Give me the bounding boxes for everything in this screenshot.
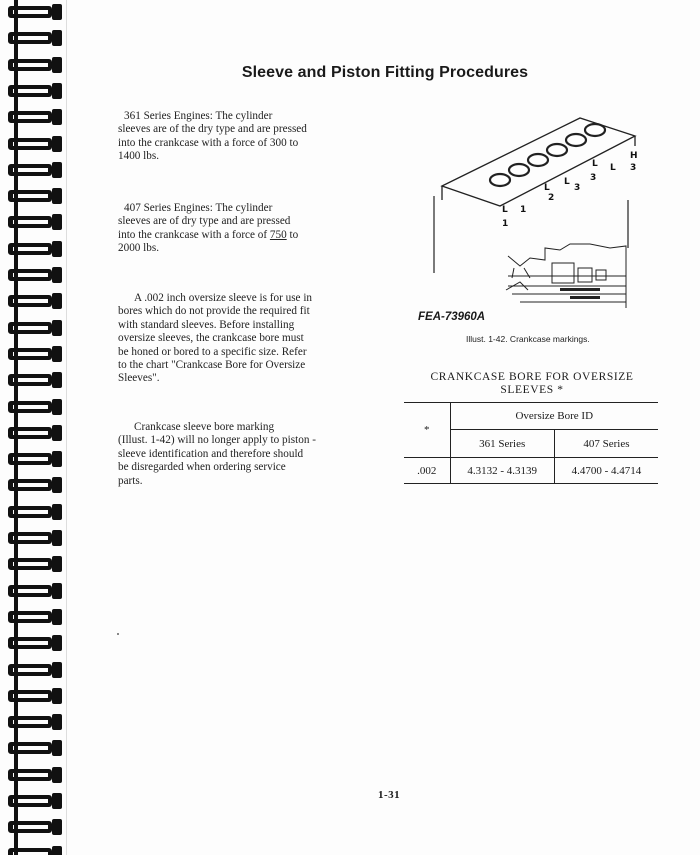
- binding-coil: [8, 30, 62, 46]
- binding-coil: [8, 188, 62, 204]
- paragraph-line: be honed or bored to a specific size. Refer: [118, 345, 307, 358]
- table-cell-size: .002: [404, 458, 450, 484]
- binding-coil: [8, 583, 62, 599]
- figure-caption: Illust. 1-42. Crankcase markings.: [466, 334, 590, 344]
- page-edge: [66, 0, 67, 855]
- binding-coil: [8, 320, 62, 336]
- binding-coil: [8, 399, 62, 415]
- paragraph-line: into the crankcase with a force of 300 to: [118, 136, 299, 149]
- binding-coil: [8, 451, 62, 467]
- paragraph-line: oversize sleeves, the crankcase bore must: [118, 332, 304, 345]
- marking-label: L: [544, 183, 550, 193]
- paragraph-line: Sleeves".: [118, 372, 160, 385]
- paragraph-line: 407 Series Engines: The cylinder: [124, 202, 273, 214]
- binding-coil: [8, 714, 62, 730]
- page-title: Sleeve and Piston Fitting Procedures: [241, 64, 529, 81]
- marking-label: 1: [502, 219, 509, 229]
- binding-coil: [8, 346, 62, 362]
- paragraph-line: sleeves are of the dry type and are pressed: [118, 123, 307, 136]
- binding-coil: [8, 425, 62, 441]
- marking-label: 3: [590, 173, 597, 183]
- paragraph-line: sleeves are of dry type and are pressed: [118, 215, 291, 228]
- table-header-row: [404, 403, 658, 430]
- binding-coil: [8, 136, 62, 152]
- paragraph-line: parts.: [118, 474, 143, 487]
- marking-label: 2: [548, 193, 555, 203]
- crankcase-illustration: [420, 108, 660, 308]
- binding-coil: [8, 109, 62, 125]
- paragraph-line: A .002 inch oversize sleeve is for use in: [134, 292, 313, 304]
- underlined-value: 750: [269, 228, 287, 241]
- paragraph-line: [118, 229, 378, 242]
- binding-coil: [8, 83, 62, 99]
- binding-coil: [8, 609, 62, 625]
- paragraph-line: bores which do not provide the required fit: [118, 305, 310, 318]
- table-cell-361: 4.3132 - 4.3139: [450, 458, 554, 484]
- binding-coil: [8, 214, 62, 230]
- marking-label: L: [592, 159, 598, 169]
- binding-coil: [8, 477, 62, 493]
- marking-label: L: [610, 163, 616, 173]
- table-corner-cell: *: [404, 403, 450, 458]
- binding-coil: [8, 57, 62, 73]
- binding-coil: [8, 267, 62, 283]
- column-header-407: 407 Series: [554, 430, 658, 458]
- binding-coil: [8, 819, 62, 835]
- paragraph-line: Crankcase sleeve bore marking: [134, 421, 275, 433]
- paragraph-line: be disregarded when ordering service: [118, 461, 286, 474]
- binding-coil: [8, 688, 62, 704]
- marking-label: L: [564, 177, 570, 187]
- binding-coil: [8, 846, 62, 855]
- table-cell-407: 4.4700 - 4.4714: [554, 458, 658, 484]
- table-group-header: Oversize Bore ID: [450, 403, 658, 430]
- paper-speck: [117, 633, 119, 635]
- binding-coil: [8, 162, 62, 178]
- paragraph-line: 1400 lbs.: [118, 150, 160, 163]
- binding-coil: [8, 530, 62, 546]
- paragraph-line: with standard sleeves. Before installing: [118, 318, 295, 331]
- binding-coil: [8, 293, 62, 309]
- marking-label: L: [502, 205, 508, 215]
- paragraph-line: to the chart "Crankcase Bore for Oversize: [118, 359, 306, 372]
- paragraph-bore-marking: [118, 421, 380, 488]
- paragraph-line: 2000 lbs.: [118, 242, 160, 255]
- binding-coil: [8, 4, 62, 20]
- text-run: into the crankcase with a force of: [118, 228, 270, 241]
- binding-coil: [8, 767, 62, 783]
- table-row: [404, 458, 658, 484]
- page-number: 1-31: [378, 789, 401, 801]
- figure-id: FEA-73960A: [418, 311, 486, 323]
- binding-coil: [8, 504, 62, 520]
- column-header-361: 361 Series: [450, 430, 554, 458]
- binding-coil: [8, 662, 62, 678]
- marking-label: 3: [630, 163, 637, 173]
- marking-label: 1: [520, 205, 527, 215]
- paragraph-line: 361 Series Engines: The cylinder: [124, 110, 273, 122]
- binding-coil: [8, 372, 62, 388]
- binding-coil: [8, 793, 62, 809]
- paragraph-oversize-sleeve: [118, 292, 380, 386]
- text-run: to: [286, 228, 299, 241]
- paragraph-line: (Illust. 1-42) will no longer apply to piston -: [118, 434, 316, 447]
- table-title-line: CRANKCASE BORE FOR OVERSIZE: [430, 371, 634, 383]
- marking-label: H: [630, 151, 638, 161]
- marking-label: 3: [574, 183, 581, 193]
- paragraph-361-series: [118, 110, 378, 164]
- paragraph-line: sleeve identification and therefore should: [118, 447, 304, 460]
- binding-coil: [8, 556, 62, 572]
- spiral-binding: [0, 0, 70, 855]
- table-title: [406, 371, 658, 397]
- binding-coil: [8, 740, 62, 756]
- crankcase-bore-table: [404, 402, 658, 484]
- paragraph-407-series: [118, 202, 378, 256]
- binding-coil: [8, 635, 62, 651]
- table-title-line: SLEEVES *: [500, 384, 564, 396]
- binding-coil: [8, 241, 62, 257]
